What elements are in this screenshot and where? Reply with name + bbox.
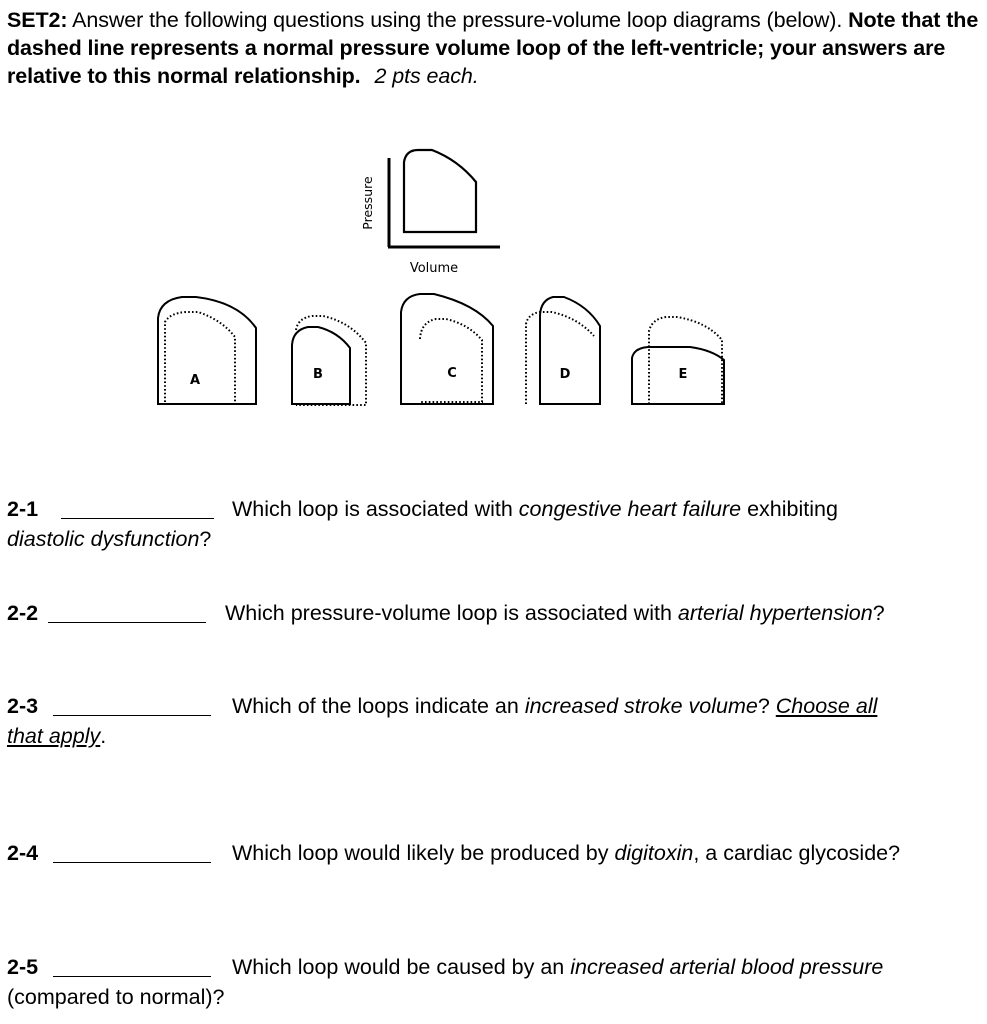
question-number: 2-3 bbox=[7, 694, 39, 718]
loop-a bbox=[158, 297, 256, 404]
question-text: Which loop is associated with congestive heart failure exhibiting bbox=[232, 497, 838, 521]
question-text-continued: that apply. bbox=[7, 724, 107, 748]
loop-b bbox=[292, 316, 366, 405]
question-text-continued: (compared to normal)? bbox=[7, 985, 225, 1009]
loop-b-solid bbox=[292, 327, 350, 404]
instructions-line: Answer the following questions using the pressure-volume loop diagrams (below). bbox=[72, 8, 843, 32]
dashed-line-note: Note that the dashed line represents a normal pressure volume loop of the left-ventricle; your answers are relative to this normal relationship. bbox=[7, 8, 979, 88]
question-text-continued: diastolic dysfunction? bbox=[7, 527, 212, 551]
answer-blank-2-4[interactable] bbox=[53, 862, 211, 863]
reference-loop bbox=[404, 150, 476, 232]
loop-e-normal-dashed bbox=[649, 317, 722, 404]
loop-c-solid bbox=[401, 294, 493, 404]
loop-e-label: E bbox=[678, 367, 688, 382]
reference-pv-diagram bbox=[360, 150, 500, 276]
loop-c-label: C bbox=[447, 366, 457, 381]
question-number: 2-2 bbox=[7, 601, 39, 625]
loop-d-normal-dashed bbox=[526, 312, 594, 404]
question-number: 2-5 bbox=[7, 955, 39, 979]
loop-a-label: A bbox=[189, 373, 201, 388]
answer-blank-2-3[interactable] bbox=[53, 715, 211, 716]
pressure-axis-label: Pressure bbox=[360, 176, 375, 230]
question-2-2 bbox=[7, 598, 982, 630]
loop-c bbox=[401, 294, 493, 404]
loop-b-label: B bbox=[313, 367, 323, 382]
question-2-1 bbox=[7, 494, 982, 556]
loop-e bbox=[632, 317, 724, 404]
question-2-4 bbox=[7, 838, 982, 870]
question-text: Which pressure-volume loop is associated with arterial hypertension? bbox=[225, 601, 885, 625]
question-number: 2-1 bbox=[7, 497, 39, 521]
answer-blank-2-1[interactable] bbox=[61, 518, 214, 519]
loop-a-solid bbox=[158, 297, 256, 404]
loop-c-normal-dashed bbox=[420, 319, 482, 402]
question-2-5 bbox=[7, 952, 982, 1014]
set-label: SET2: bbox=[7, 8, 68, 32]
question-text: Which loop would likely be produced by digitoxin, a cardiac glycoside? bbox=[232, 841, 901, 865]
loop-d-label: D bbox=[559, 367, 571, 382]
answer-blank-2-2[interactable] bbox=[48, 622, 206, 623]
loop-d bbox=[526, 297, 600, 404]
volume-axis-label: Volume bbox=[409, 261, 459, 276]
question-number: 2-4 bbox=[7, 841, 39, 865]
answer-blank-2-5[interactable] bbox=[53, 976, 211, 977]
loop-a-normal-dashed bbox=[165, 312, 235, 402]
points-note: 2 pts each. bbox=[374, 64, 479, 88]
question-text: Which loop would be caused by an increased arterial blood pressure bbox=[232, 955, 884, 979]
question-text: Which of the loops indicate an increased stroke volume? Choose all bbox=[232, 694, 878, 718]
loop-d-solid bbox=[540, 297, 600, 404]
question-2-3 bbox=[7, 691, 982, 753]
loop-b-normal-dashed bbox=[296, 316, 366, 405]
